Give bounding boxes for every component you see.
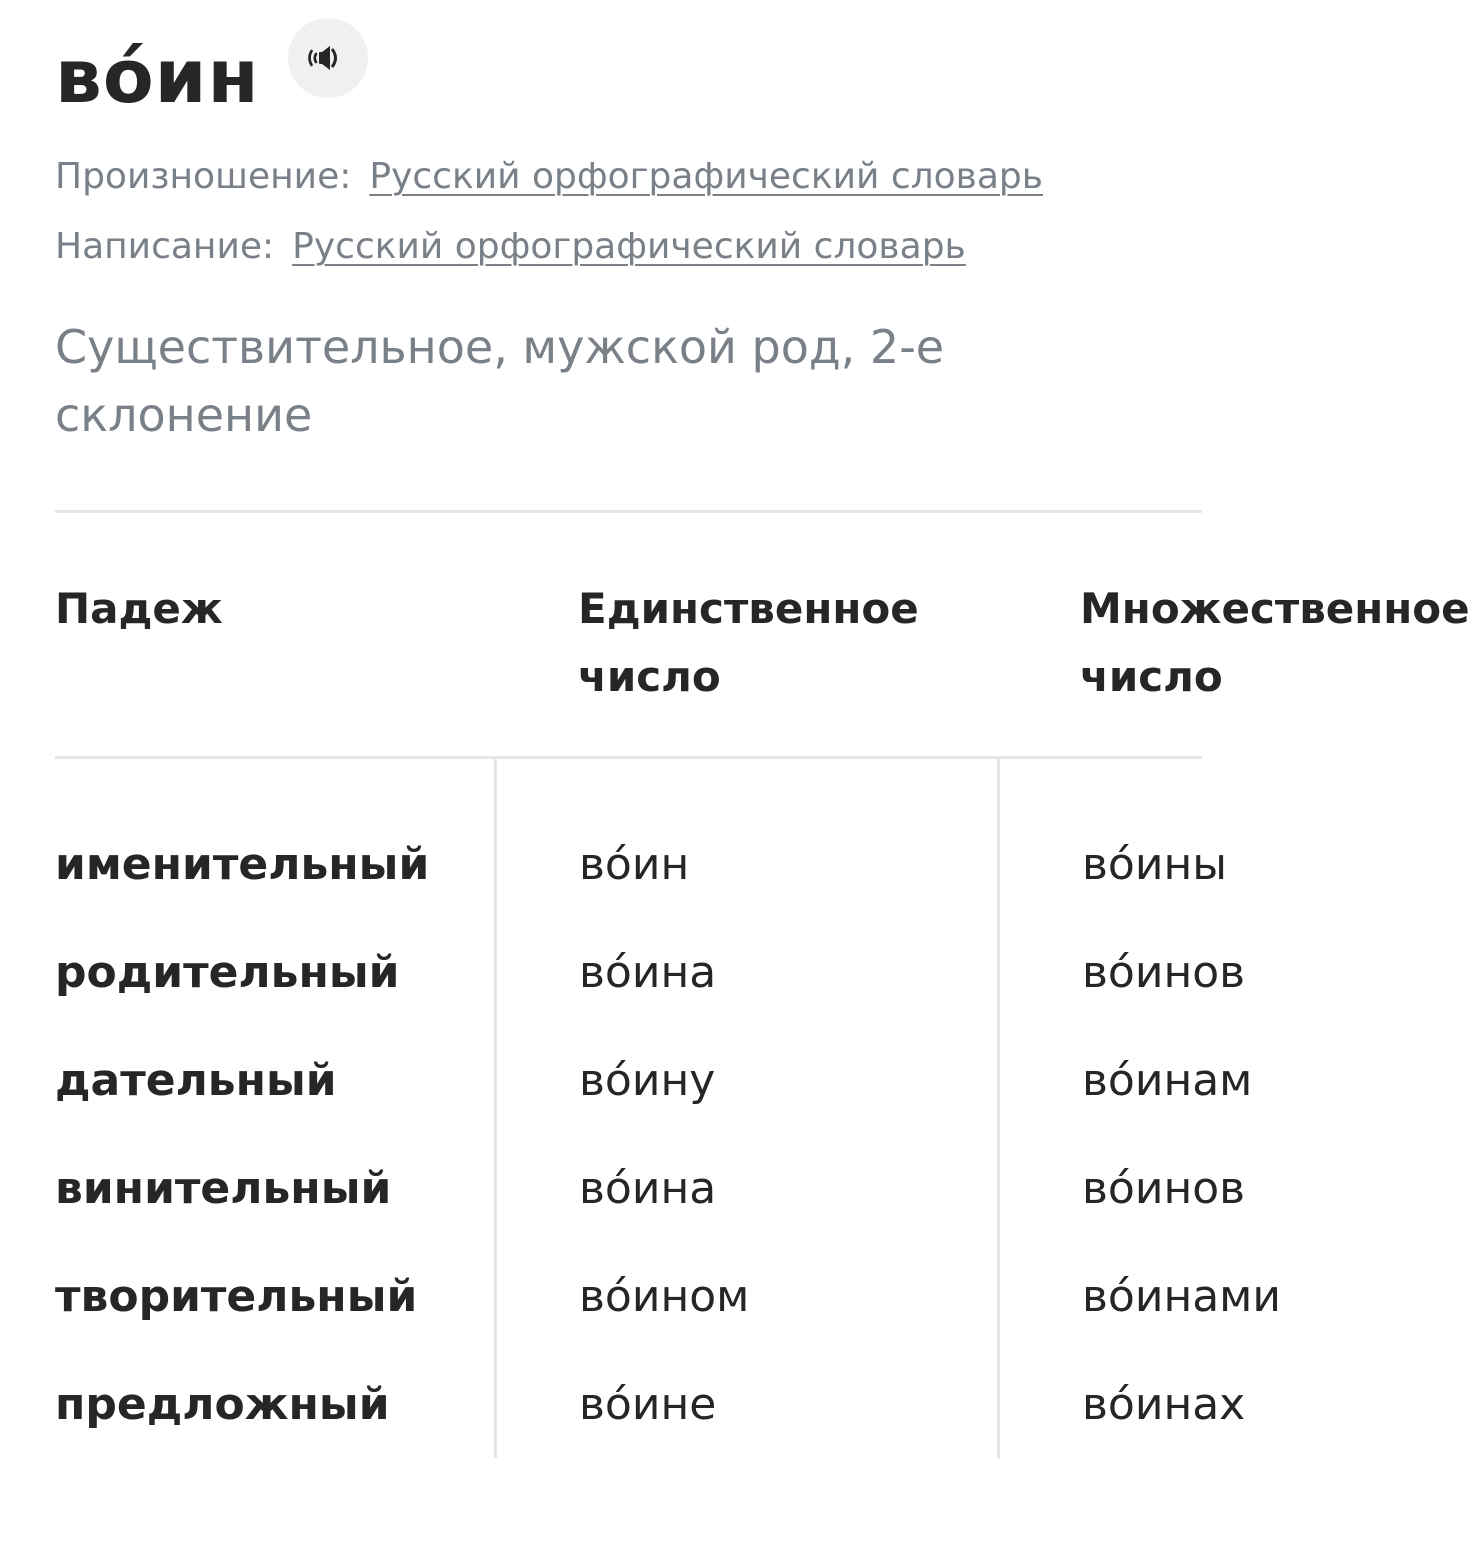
plural-form: во́инами bbox=[1082, 1271, 1281, 1322]
singular-form: во́ина bbox=[579, 1163, 717, 1214]
plural-form: во́инах bbox=[1082, 1379, 1246, 1430]
table-row bbox=[55, 1159, 1455, 1219]
plural-form: во́инов bbox=[1082, 947, 1246, 998]
plural-form: во́инам bbox=[1082, 1055, 1253, 1106]
table-row bbox=[55, 835, 1455, 895]
table-row bbox=[55, 1051, 1455, 1111]
table-row bbox=[55, 1375, 1455, 1435]
singular-form: во́ина bbox=[579, 947, 717, 998]
singular-form: во́ин bbox=[579, 839, 690, 890]
headword: во́ин bbox=[55, 34, 260, 120]
case-name: родительный bbox=[55, 947, 400, 998]
speaker-icon bbox=[308, 38, 348, 78]
spelling-source-link[interactable]: Русский орфографический словарь bbox=[292, 226, 966, 267]
header-plural: Множественное число bbox=[1080, 584, 1470, 701]
case-name: винительный bbox=[55, 1163, 392, 1214]
case-name: предложный bbox=[55, 1379, 390, 1430]
singular-form: во́ину bbox=[579, 1055, 716, 1106]
part-of-speech: Существительное, мужской род, 2-е склонение bbox=[55, 320, 945, 442]
plural-form: во́ины bbox=[1082, 839, 1227, 890]
word-header bbox=[55, 18, 368, 120]
table-header-divider bbox=[55, 756, 1202, 759]
plural-form: во́инов bbox=[1082, 1163, 1246, 1214]
table-row bbox=[55, 1267, 1455, 1327]
pronunciation-source-link[interactable]: Русский орфографический словарь bbox=[369, 156, 1043, 197]
header-singular: Единственное число bbox=[578, 584, 919, 701]
play-audio-button[interactable] bbox=[288, 18, 368, 98]
spelling-label: Написание: bbox=[55, 226, 275, 267]
case-name: творительный bbox=[55, 1271, 418, 1322]
pronunciation-row bbox=[55, 156, 1043, 197]
singular-form: во́ином bbox=[579, 1271, 750, 1322]
case-name: именительный bbox=[55, 839, 430, 890]
spelling-row bbox=[55, 226, 966, 267]
pronunciation-label: Произношение: bbox=[55, 156, 352, 197]
case-name: дательный bbox=[55, 1055, 337, 1106]
header-case: Падеж bbox=[55, 584, 223, 633]
table-row bbox=[55, 943, 1455, 1003]
declension-table[interactable] bbox=[55, 513, 1470, 1473]
singular-form: во́ине bbox=[579, 1379, 717, 1430]
